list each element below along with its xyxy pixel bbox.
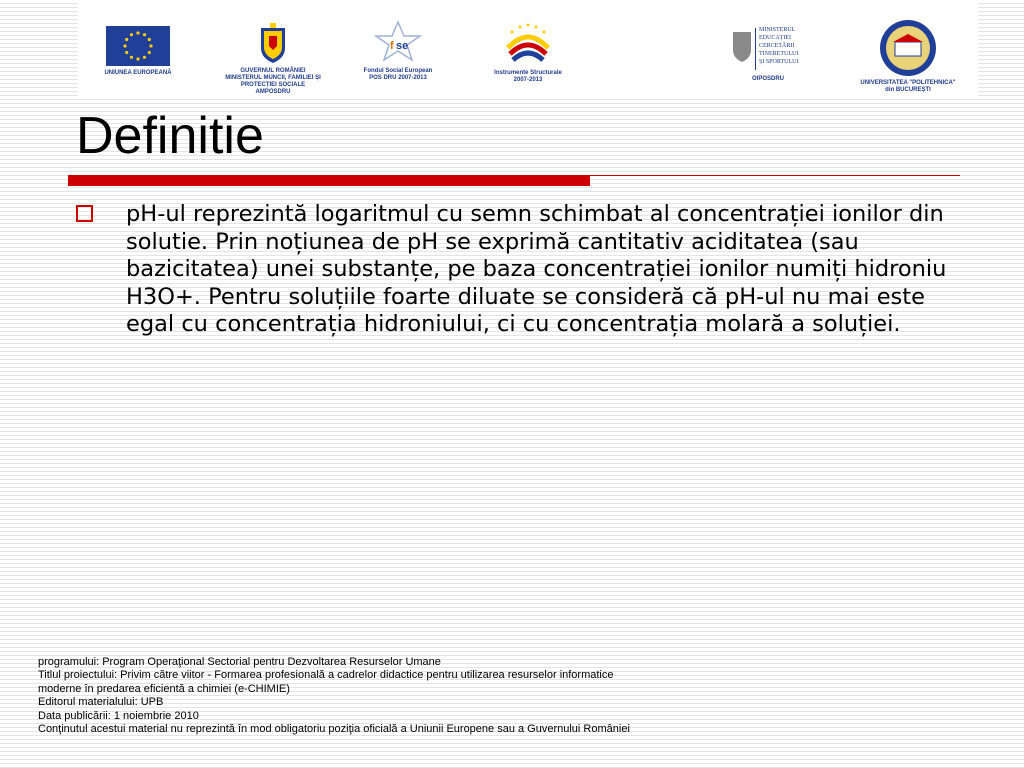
upb-caption: UNIVERSITATEA "POLITEHNICA" din BUCUREȘTI bbox=[860, 80, 956, 93]
footer-line: Titlul proiectului: Privim către viitor - Formarea profesională a cadrelor didactice pentru utilizarea resurselor informatice bbox=[38, 669, 614, 682]
structural-instruments-caption: Instrumente Structurale 2007-2013 bbox=[494, 70, 562, 83]
svg-text:se: se bbox=[396, 40, 409, 52]
ministry-crest-icon bbox=[723, 24, 813, 74]
upb-seal-icon bbox=[873, 18, 943, 78]
footer-line: Editorul materialului: UPB bbox=[38, 696, 164, 709]
title-divider-thick bbox=[68, 176, 590, 186]
structural-instruments-icon bbox=[500, 22, 556, 68]
eu-logo bbox=[98, 8, 178, 77]
logo-band bbox=[78, 0, 978, 97]
ministry-caption: OIPOSDRU bbox=[751, 76, 784, 82]
structural-instruments-logo bbox=[483, 8, 573, 84]
slide-title: Definitie bbox=[76, 107, 264, 165]
fse-caption: Fondul Social European POS DRU 2007-2013 bbox=[363, 68, 433, 81]
ministry-logo bbox=[718, 8, 818, 83]
svg-text:f: f bbox=[390, 40, 394, 52]
eu-flag-icon bbox=[106, 26, 170, 66]
fse-star-icon bbox=[368, 20, 428, 66]
footer bbox=[38, 656, 998, 736]
upb-logo bbox=[848, 8, 968, 94]
government-caption: GUVERNUL ROMÂNIEI MINISTERUL MUNCII, FAMILIEI ȘI PROTECȚIEI SOCIALE AMPOSDRU bbox=[225, 68, 321, 95]
footer-line: Conţinutul acestui material nu reprezintă în mod obligatoriu poziţia oficială a Uniunii Europene sau a Guvernului României bbox=[38, 723, 630, 736]
romanian-crest-icon bbox=[258, 22, 288, 64]
fse-logo bbox=[353, 8, 443, 82]
footer-line: moderne în predarea eficientă a chimiei (e-CHIMIE) bbox=[38, 682, 290, 695]
bullet-text: pH-ul reprezintă logaritmul cu semn schimbat al concentrației ionilor din solutie. Prin noțiunea de pH se exprimă cantitativ aciditatea (sau bazicitatea) unei substanțe, pe baza concentrației ionilor numiți hidroniu H3O+. Pentru soluțiile foarte diluate se consideră că pH-ul nu mai este egal cu concentrația hidroniului, ci cu concentrația molară a soluției. bbox=[126, 201, 947, 337]
square-bullet-icon bbox=[76, 205, 93, 222]
ministry-text: MINISTERUL EDUCAȚIEI CERCETĂRII TINERETULUI ȘI SPORTULUI bbox=[759, 27, 799, 65]
footer-line: programului: Program Operaţional Sectorial pentru Dezvoltarea Resurselor Umane bbox=[38, 656, 441, 668]
eu-caption: UNIUNEA EUROPEANĂ bbox=[104, 70, 172, 76]
government-logo bbox=[218, 8, 328, 96]
footer-line: Data publicării: 1 noiembrie 2010 bbox=[38, 709, 199, 722]
